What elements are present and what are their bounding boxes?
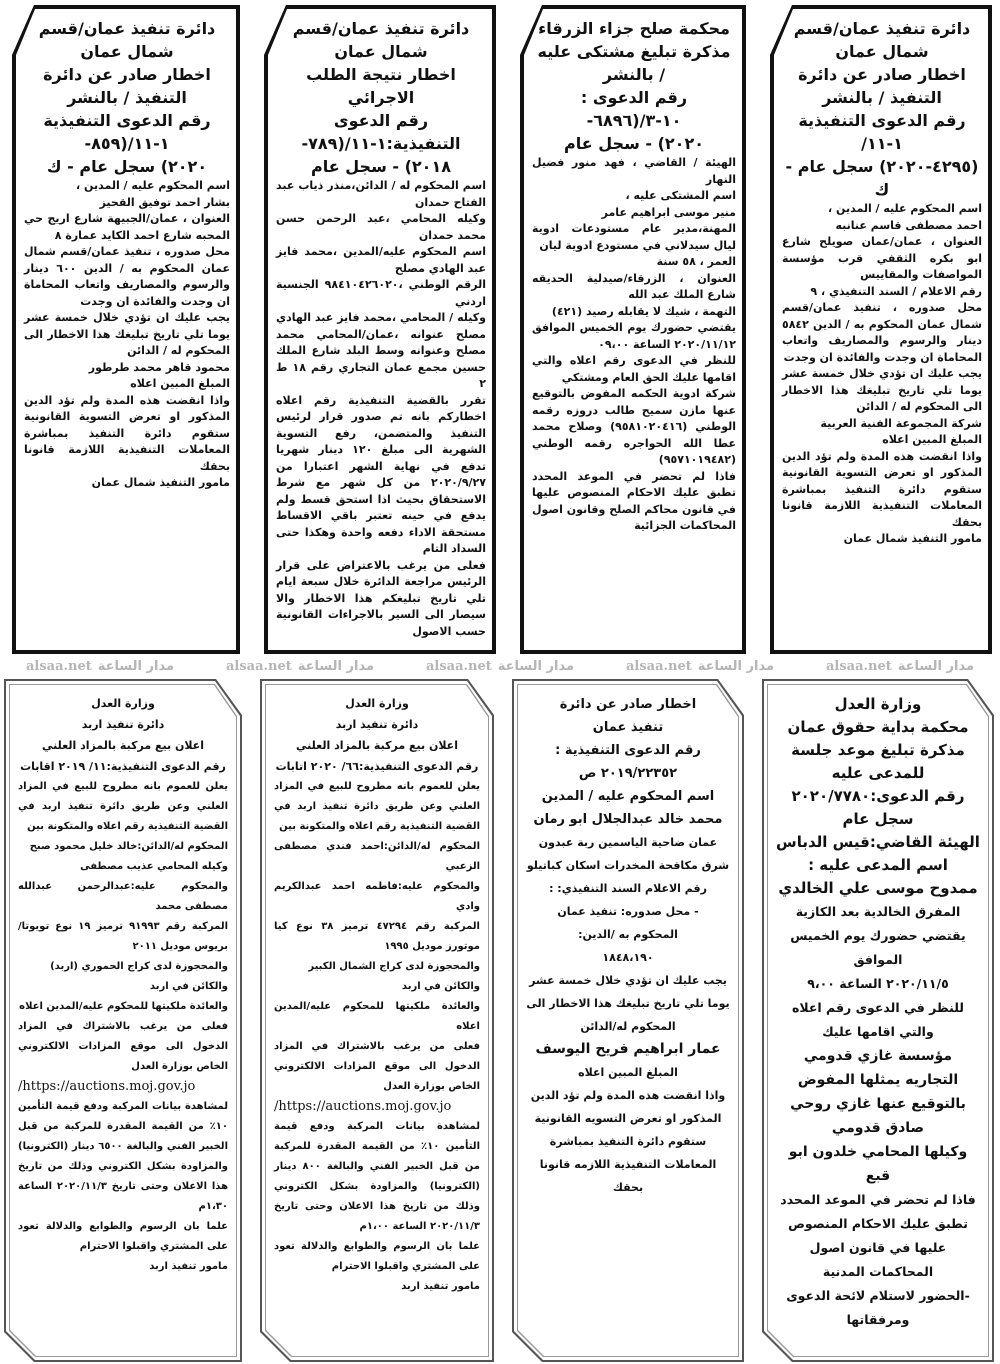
watermark [626, 659, 774, 675]
notice-amman-north-859 [12, 5, 240, 654]
heading-line: رقم الدعوى التنفيذية:٦٦/ ٢٠٢٠ اتابات [275, 760, 479, 773]
heading-line: دائرة تنفيذ اربد [335, 718, 419, 731]
watermark-latin: alsaa.net [625, 658, 692, 674]
body-paragraph: بشار احمد توفيق القحيز [99, 195, 230, 209]
body-paragraph: شركة ادوية الحكمه المفوض بالتوقيع عنها مازن سميح طالب دروزه رقمه الوطني (٩٥٨١٠٢٠٤١٦) وصلاح محمد عطا الله الحواجره رقمه الوطني (٩٥٧١٠١٩٤٨٢) [532, 387, 736, 466]
body-paragraph: يجب عليك ان تؤدي خلال خمسة عشر يوما تلي تاريخ تبليغك هذا الاخطار الى المحكوم له / الدائن [24, 311, 230, 357]
auction-url-link[interactable]: /https://auctions.moj.gov.jo [274, 1099, 452, 1114]
body-paragraph: وكيلها المحامي خلدون ابو قبع [788, 1144, 968, 1184]
heading-line: اخطار صادر عن دائرة التنفيذ / بالنشر [798, 65, 966, 107]
body-paragraph: التهمة ، شيك لا يقابله رصيد (٤٢١) [551, 304, 736, 318]
body-paragraph: علما بان الرسوم والطوابع والدلالة تعود على المشتري واقبلوا الاحترام [274, 1241, 480, 1272]
body-paragraph: وكيله / المحامي ،محمد فايز عبد الهادي مصلح عنوانه ،عمان/المحامي محمد مصلح وعنوانه وسط البلد شارع الملك حسين مجمع عمان التجاري رقم ١٨ ط ٢ [276, 311, 487, 390]
notice-heading [526, 693, 730, 831]
heading-line: ممدوح موسى علي الخالدي [778, 879, 978, 897]
notice-content [520, 5, 746, 549]
heading-line: ٢٠٢٠) سجل عام - ك [46, 157, 208, 176]
body-paragraph: والمحجوزة لدى كراج الشمال الكبير [308, 961, 480, 972]
heading-line: (٤٢٩٥-٢٠٢٠) سجل عام - ك [785, 157, 979, 199]
heading-line: اسم المدعى عليه : [808, 856, 948, 874]
heading-line: دائرة تنفيذ اربد [81, 718, 165, 731]
body-paragraph: علما بان الرسوم والطوابع والدلالة تعود على المشتري واقبلوا الاحترام [18, 1221, 228, 1252]
body-paragraph: والمحجوزة لدى كراج الحموري (اربد) [50, 961, 228, 972]
watermark-arabic: مدار الساعة [497, 658, 575, 674]
body-paragraph: وكيله المحامي عذيب مصطفى [80, 861, 228, 872]
body-paragraph: والعائدة ملكيتها للمحكوم عليه/المدين اعلاه [274, 1001, 480, 1032]
notice-heading [276, 17, 486, 178]
notice-content [12, 5, 240, 506]
watermark [426, 659, 574, 675]
notice-body [276, 178, 486, 640]
watermark-latin: alsaa.net [25, 658, 92, 674]
heading-line: مذكرة تبليغ موعد جلسة للمدعى عليه [791, 741, 965, 782]
body-paragraph: المركبة رقم ٤٧٢٩٤ ترميز ٣٨ نوع كيا موتورز موديل ١٩٩٥ [274, 921, 480, 952]
notice-heading [782, 17, 982, 201]
watermark-latin: alsaa.net [425, 658, 492, 674]
body-paragraph: عمار ابراهيم فريح اليوسف [535, 1041, 721, 1057]
heading-line: تنفيذ عمان [592, 720, 664, 735]
notice-content [4, 679, 242, 1307]
watermark-arabic: مدار الساعة [697, 658, 775, 674]
heading-line: ٢٠٢٠) - سجل عام [564, 134, 704, 153]
body-paragraph: اسم المحكوم عليه/المدين ،محمد فايز عبد الهادي مصلح [276, 245, 486, 275]
notice-irbid-auction-11 [4, 679, 242, 1362]
heading-line: رقم الدعوى التنفيذية:١١/ ٢٠١٩ اقابات [20, 760, 226, 773]
body-paragraph: مؤسسة غازي قدومي التجاريه يمثلها المفوض بالتوقيع عنها غازي روحي صادق قدومي [790, 1048, 966, 1136]
body-paragraph: المبلغ المبين اعلاه [882, 433, 982, 446]
heading-line: ٢٠١٩/٢٢٣٥٢ ص [578, 766, 678, 781]
body-paragraph: المهنة،مدير عام مستودعات ادوية ليال سيدلاني في مستودع ادوية ليان [532, 222, 736, 252]
notice-amman-court-7780 [762, 679, 994, 1362]
heading-line: محكمة صلح جزاء الزرقاء [538, 19, 730, 38]
notice-body [532, 155, 736, 535]
notice-body [24, 178, 230, 492]
body-paragraph: للنظر في الدعوى رقم اعلاه والتي اقامها عليك [792, 1000, 964, 1039]
body-paragraph: احمد مصطفى قاسم عنانبه [835, 218, 982, 232]
watermark-strip [0, 654, 1000, 679]
notice-body [274, 777, 480, 1297]
body-paragraph: يقتضي حضورك يوم الخميس الموافق ٢٠٢٠/١١/١٢ الساعة ٠٩،٠٠ [532, 321, 736, 351]
body-paragraph: المحكوم به /الدين: [578, 928, 678, 941]
body-paragraph: العنوان ، عمان/الجبيهة شارع اريج حي المحبه شارع احمد الكايد عمارة ٨ [24, 212, 230, 242]
body-paragraph: المحكوم له/الدائن:خالد خليل محمود صبح [29, 841, 228, 852]
notice-amman-north-4295 [770, 5, 992, 654]
body-paragraph: مامور التنفيذ شمال عمان [91, 476, 230, 489]
heading-line: اعلان بيع مركبة بالمزاد العلني [296, 739, 458, 752]
top-notices-row [0, 0, 1000, 654]
heading-line: رقم الدعوى التنفيذية ١-١١/ [798, 111, 966, 153]
watermark-arabic: مدار الساعة [297, 658, 375, 674]
watermark-arabic: مدار الساعة [897, 658, 975, 674]
body-paragraph: العنوان ، الزرقاء/صيدلية الحديقه شارع الملك عبد الله [532, 271, 736, 301]
watermark [26, 659, 174, 675]
heading-line: دائرة تنفيذ عمان/قسم شمال عمان [38, 19, 216, 61]
body-paragraph: فاذا لم تحضر في الموعد المحدد تطبق عليك الاحكام المنصوص عليها في قانون محاكم الصلح وقانون اصول المحاكمات الجزائية [532, 469, 736, 532]
body-paragraph: اسم المشتكى عليه ، [625, 189, 736, 202]
body-paragraph: والمحكوم عليه:فاطمه احمد عبدالكريم وادي [274, 881, 480, 912]
body-paragraph: لمشاهدة بيانات المركبة ودفع قيمة التأمين ١٠٪ من القيمة المقدرة للمركبة من قبل الخبير الفني والبالغة ٦٥٠٠ دينار (الكترونيا) والمزاودة بشكل الكتروني وذلك من تاريخ هذا الاعلان وحتى تاريخ ٢٠٢٠/١١/٣ الساعة ١،٣٠م [18, 1101, 228, 1212]
body-paragraph: يعلن للعموم بانه مطروح للبيع في المزاد العلني وعن طريق دائرة تنفيذ اربد في القضية التنفيذية رقم اعلاه والمتكونة بين [274, 781, 480, 832]
notice-amman-north-789 [264, 5, 496, 654]
notice-heading [18, 693, 228, 777]
heading-line: دائرة تنفيذ عمان/قسم شمال عمان [292, 19, 470, 61]
notice-irbid-auction-66 [260, 679, 494, 1362]
heading-line: محكمة بداية حقوق عمان [787, 718, 969, 736]
body-paragraph: يعلن للعموم بانه مطروح للبيع في المزاد العلني وعن طريق دائرة تنفيذ اربد في القضية التنفيذية رقم اعلاه والمتكونة بين [18, 781, 228, 832]
watermark [226, 659, 374, 675]
notice-body [18, 777, 228, 1277]
body-paragraph: ١٨٤٨،١٩٠ [602, 951, 654, 964]
body-paragraph: فعلى من يرغب بالاعتراض على قرار الرئيس مراجعة الدائرة خلال سبعة ايام تلي تاريخ تبليغكم هذا الاخطار والا سيصار الى السير بالاجراءات القانونية حسب الاصول [276, 558, 486, 638]
body-paragraph: محمود قاهر محمد طرطور [88, 360, 230, 374]
body-paragraph: مامور تنفيذ اربد [401, 1281, 480, 1292]
body-paragraph: شركة المجموعة الفنية العربية [820, 416, 982, 430]
body-paragraph: المفرق الخالدية بعد الكازية [795, 904, 961, 919]
notice-amman-execution-22352 [512, 679, 744, 1362]
body-paragraph: عمان ضاحية الياسمين ربة عبدون شرق مكافحة المخدرات اسكان كباتيلو [526, 836, 730, 872]
body-paragraph: - محل صدوره: تنفيذ عمان [557, 905, 699, 918]
heading-line: اعلان بيع مركبة بالمزاد العلني [42, 739, 204, 752]
body-paragraph: مامور تنفيذ اربد [149, 1261, 228, 1272]
heading-line: اخطار صادر عن دائرة [559, 697, 697, 712]
heading-line: ٢٠١٨) - سجل عام [311, 157, 451, 176]
body-paragraph: والمحكوم عليه:عبدالرحمن عبدالله مصطفى محمد [18, 881, 228, 912]
heading-line: مذكرة تبليغ مشتكى عليه / بالنشر [537, 42, 731, 84]
heading-line: رقم الدعوى : ١٠-٣/(٦٨٩٦- [580, 88, 688, 130]
heading-line: اسم المحكوم عليه / المدين [541, 789, 715, 804]
body-paragraph: والكائن في اربد [401, 981, 480, 992]
body-paragraph: المبلغ المبين اعلاه [578, 1066, 678, 1079]
body-paragraph: يجب عليك ان تؤدي خلال خمسة عشر يوما تلي تاريخ تبليغك هذا الاخطار الى المحكوم له/الدائن [526, 974, 730, 1033]
body-paragraph: تقرر بالقضية التنفيذية رقم اعلاه اخطاركم بانه تم صدور قرار لرئيس التنفيذ والمتضمن، رفع التسوية الشهرية الى مبلغ ١٢٠ دينار شهريا تدفع في نهاية الشهر اعتبارا من ٢٠٢٠/٩/٢٧ من كل شهر مع شرط الاستحقاق بحيث اذا استحق قسط ولم يدفع في حينه تعتبر باقي الاقساط مستحقة الاداء دفعه واحدة وهكذا حتى السداد التام [276, 393, 486, 555]
bottom-notices-row [0, 679, 1000, 1364]
body-paragraph: رقم الاعلام / السند التنفيذي ، ٩ [810, 284, 982, 298]
heading-line: وزارة العدل [834, 695, 922, 713]
notice-body [526, 831, 730, 1199]
notice-heading [532, 17, 736, 155]
heading-line: رقم الدعوى التنفيذية : [555, 743, 701, 758]
notice-heading [776, 693, 980, 900]
watermark-latin: alsaa.net [825, 658, 892, 674]
heading-line: رقم الدعوى التنفيذية ١-١١/(٨٥٩- [43, 111, 211, 153]
body-paragraph: ٢٠٢٠/١١/٥ الساعة ٩،٠٠ [807, 976, 949, 991]
body-paragraph: واذا انقضت هذه المدة ولم تؤد الدين المذكور او تعرض التسوية القانونية ستقوم دائرة التنفيذ بمباشرة المعاملات التنفيذية اللازمة قانونا بحقك [782, 449, 982, 529]
notice-content [762, 679, 994, 1362]
heading-line: رقم الدعوى:٢٠٢٠/٧٧٨٠ سجل عام [791, 787, 965, 828]
body-paragraph: يقتضي حضورك يوم الخميس الموافق [790, 928, 966, 967]
body-paragraph: اسم المحكوم عليه / المدين ، [828, 202, 982, 215]
body-paragraph: والعائدة ملكيتها للمحكوم عليه/المدين اعلاه [19, 1001, 228, 1012]
body-paragraph: محل صدوره ، تنفيذ عمان/قسم شمال عمان المحكوم به / الدين ٦٠٠ دينار والرسوم والمصاريف واتعاب المحاماة ان وجدت والفائدة ان وجدت [24, 245, 231, 308]
heading-line: وزارة العدل [345, 697, 409, 710]
notice-body [782, 201, 982, 548]
notice-content [264, 5, 496, 654]
heading-line: الهيئة القاضي:قيس الدباس [776, 833, 980, 851]
notice-content [770, 5, 992, 562]
heading-line: رقم الدعوى التنفيذية:١-١١/(٧٨٩- [301, 111, 461, 153]
body-paragraph: واذا انقضت هذه المدة ولم تؤد الدين المذكور او تعرض التسويه القانونية ستقوم دائرة التنفيذ بمباشرة المعاملات التنفيذية اللازمه قانونا بحقك [530, 1089, 726, 1194]
body-paragraph: -الحضور لاستلام لائحة الدعوى ومرفقاتها [786, 1288, 970, 1327]
heading-line: محمد خالد عبدالجلال ابو رمان [533, 812, 723, 827]
notice-content [512, 679, 744, 1229]
notice-heading [24, 17, 230, 178]
body-paragraph: وكيله المحامي ،عبد الرحمن حسن محمد حمدان [276, 212, 486, 242]
body-paragraph: للنظر في الدعوى رقم اعلاه والتي اقامها عليك الحق العام ومشتكي [532, 354, 736, 384]
watermark-arabic: مدار الساعة [97, 658, 175, 674]
auction-url-link[interactable]: /https://auctions.moj.gov.jo [18, 1079, 196, 1094]
body-paragraph: والكائن في اربد [149, 981, 228, 992]
body-paragraph: مامور التنفيذ شمال عمان [843, 532, 982, 545]
body-paragraph: رقم الاعلام السند التنفيذي: : [549, 882, 707, 895]
body-paragraph: يجب عليك ان تؤدي خلال خمسة عشر يوما تلي تاريخ تبليغك هذا الاخطار الى المحكوم له / الدائن [782, 367, 982, 413]
body-paragraph: العمر ، ٥٨ سنة [656, 255, 736, 268]
body-paragraph: المحكوم له/الدائن:احمد فندي مصطفى الزعبي [274, 841, 480, 872]
body-paragraph: العنوان ، عمان/عمان صويلح شارع ابو بكره الثقفي قرب مؤسسة المواصفات والمقاييس [782, 235, 982, 281]
body-paragraph: فاذا لم تحضر في الموعد المحدد تطبق عليك الاحكام المنصوص عليها في قانون اصول المحاكمات المدنية [780, 1192, 976, 1279]
body-paragraph: واذا انقضت هذه المدة ولم تؤد الدين المذكور او تعرض التسوية القانونية ستقوم دائرة التنفيذ بمباشرة المعاملات التنفيذية اللازمة قانونا بحقك [24, 393, 230, 473]
heading-line: وزارة العدل [91, 697, 155, 710]
notice-content [260, 679, 494, 1327]
body-paragraph: منير موسى ابراهيم عامر [601, 205, 736, 219]
body-paragraph: الرقم الوطني ،٩٨٤١٠٤٢٦٠٢٠ الجنسية اردني [276, 278, 486, 308]
body-paragraph: محل صدوره ، تنفيذ عمان/قسم شمال عمان المحكوم به / الدين ٥٨٤٢ دينار والرسوم والمصاريف واتعاب المحاماة ان وجدت والفائدة ان وجدت [782, 301, 982, 364]
heading-line: اخطار صادر عن دائرة التنفيذ / بالنشر [43, 65, 211, 107]
body-paragraph: الهيئة / القاضي ، فهد منور فضيل النهار [532, 156, 736, 186]
heading-line: دائرة تنفيذ عمان/قسم شمال عمان [793, 19, 971, 61]
body-paragraph: فعلى من يرغب بالاشتراك في المزاد الدخول الى موقع المزادات الالكتروني الخاص بوزارة العدل [274, 1041, 480, 1092]
body-paragraph: لمشاهدة بيانات المركبة ودفع قيمة التأمين ١٠٪ من القيمة المقدرة للمركبة من قبل الخبير الفني والبالغة ٨٠٠ دينار (الكترونيا) والمزاودة بشكل الكتروني وذلك من تاريخ هذا الاعلان وحتى تاريخ ٢٠٢٠/١١/٣ الساعة ١،٠٠م [274, 1121, 480, 1232]
notice-zarqa-court-6896 [520, 5, 746, 654]
body-paragraph: اسم المحكوم عليه / المدين ، [76, 179, 230, 192]
body-paragraph: المبلغ المبين اعلاه [130, 377, 230, 390]
watermark-latin: alsaa.net [225, 658, 292, 674]
watermark [826, 659, 974, 675]
body-paragraph: المركبة رقم ٩١٩٩٣ ترميز ١٩ نوع تويوتا/بريوس موديل ٢٠١١ [18, 921, 229, 952]
notice-heading [274, 693, 480, 777]
body-paragraph: اسم المحكوم له / الدائن،منذر ذياب عبد الفتاح حمدان [276, 179, 486, 209]
body-paragraph: فعلى من يرغب بالاشتراك في المزاد الدخول الى موقع المزادات الالكتروني الخاص بوزارة العدل [18, 1021, 228, 1072]
heading-line: اخطار نتيجة الطلب الاجرائي [306, 65, 456, 107]
notice-body [776, 900, 980, 1332]
